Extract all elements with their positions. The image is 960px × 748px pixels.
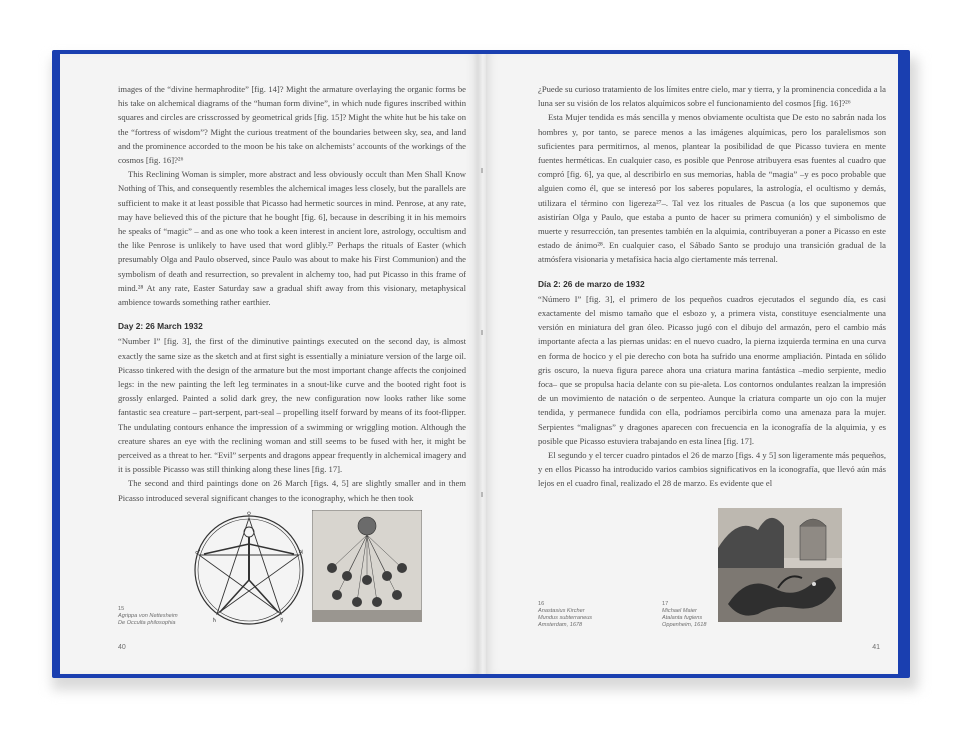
left-paragraph-4: The second and third paintings done on 26 March [figs. 4, 5] are slightly smaller and in them Picasso introduced several significant changes to the iconography, which he then took [118,478,466,503]
svg-text:♃: ♃ [298,549,304,556]
figure-15-caption [118,606,178,627]
binding-stitch [481,330,483,335]
right-paragraph-4: El segundo y el tercer cuadro pintados el 26 de marzo [figs. 4 y 5] son ligeramente más pequeños, y en ellos Picasso ha introducido varios cambios significativos en la iconografía, que llevó aún más lejos en el cuadro final, realizado el 28 de marzo. Es evidente que el [538,450,886,489]
caption-number: 17 [662,601,669,607]
right-page-number: 41 [872,644,880,651]
figure-16-kircher-engraving [312,510,422,622]
svg-text:♄: ♄ [212,617,218,624]
left-page [60,54,482,674]
right-page-body [538,82,886,491]
caption-author: Michael Maier [662,608,697,614]
caption-author: Agrippa von Nettesheim [118,613,178,619]
left-page-number: 40 [118,644,126,651]
svg-text:☿: ☿ [280,617,284,624]
right-section-heading: Día 2: 26 de marzo de 1932 [538,278,645,289]
figure-15-pentagram-man [192,510,307,628]
caption-title: Atalanta fugiens [662,615,703,621]
caption-author: Anastasius Kircher [538,608,585,614]
book-gutter [478,54,486,674]
right-paragraph-2: Esta Mujer tendida es más sencilla y menos obviamente ocultista que De esto no sabrán nada los hombres y, por tanto, se parece menos a las imágenes alquímicas, pero los paralelismos son suficientes para permitirnos, al menos, plantear la posibilidad de que Picasso tuviera en mente fuentes herméticas. En cualquier caso, es posible que Penrose atribuyera esas fuentes al cuadro que compró [fig. 6], ya que, al describirlo en sus memorias, habla de “magia” –y es poco probable que alguien como él, que se interesó por los saberes populares, la astrología, el ocultismo y demás, utilizara el término con ligereza²⁷–. Tal vez los rituales de Pascua (a los que suponemos que asistirían Olga y Paulo, que estaba a punto de hacer su primera comunión) y el simbolismo de muerte y resurrección, tan presentes también en la alquimia, contribuyeran a poner a Picasso en este estado de ánimo²⁸. En cualquier caso, el Sábado Santo se produjo una transición gradual de la atmósfera visionaria y metafísica hacia algo ciertamente más terrenal. [538,112,886,265]
left-paragraph-1: images of the “divine hermaphrodite” [fig. 14]? Might the armature overlaying the organic forms be his take on alchemical diagrams of the “human form divine”, in which nude figures inscribed within squares and circles are crisscrossed by geometrical grids [fig. 15]? Might the white hut be his take on the “fortress of wisdom”? Might the curious treatment of the boundaries between sky, sea, and land and the prominence accorded to the moon be his take on alchemists’ accounts of the workings of the cosmos [fig. 16]?²⁶ [118,84,466,166]
caption-title: Mundus subterraneus [538,615,593,621]
binding-stitch [481,492,483,497]
right-page [482,54,898,674]
caption-number: 16 [538,601,545,607]
right-paragraph-3: “Número I” [fig. 3], el primero de los pequeños cuadros ejecutados el segundo día, es casi exactamente del mismo tamaño que el esbozo y, a primera vista, constituye esencialmente una versión en miniatura del gran óleo. Picasso jugó con el dibujo del armazón, pero el cambio más importante afecta a las piernas unidas: en el nuevo cuadro, la pierna izquierda termina en una curva en forma de hocico y el pie derecho con bota ha sufrido una enorme ampliación. Pintada en sólido gris oscuro, la nueva figura parece ahora una criatura marina fantástica –medio serpiente, medio foca– que se propulsa hacia delante con su pie-aleta. Los contornos ondulantes realzan la impresión de un movimiento de natación o de serpenteo. Aunque la criatura comparte un ojo con la mujer tendida, y permanece fundida con ella, podríamos percibirla como una amenaza para la mujer. Serpientes “malignas” y dragones aparecen con frecuencia en la iconografía de la alquimia, y es posible que Picasso estuviera trabajando en esta línea [fig. 17]. [538,293,886,446]
left-page-body [118,82,466,505]
left-paragraph-2: This Reclining Woman is simpler, more abstract and less obviously occult than Men Shall Know Nothing of This, and consequently resembles the alchemical images less closely, but the parallels are sufficient to make it at least possible that Picasso had hermetic sources in mind. Penrose, at any rate, may have believed this of the picture that he bought [fig. 6], because in describing it in his memoirs he speaks of “magic” – and as one who took a keen interest in ancient lore, astrology, occultism and the like Penrose is unlikely to have used that word glibly.²⁷ Perhaps the rituals of Easter (which presumably Olga and Paulo observed, since Paulo was about to make his First Communion) and the symbolism of death and resurrection, so prevalent in alchemy too, had put Picasso in this frame of mind.²⁸ At any rate, Easter Saturday saw a gradual shift away from this visionary, metaphysical ambience towards something rather earthier. [118,169,466,308]
caption-title: De Occulta philosophia [118,620,176,626]
svg-text:♀: ♀ [246,511,252,518]
svg-text:♂: ♂ [195,549,201,556]
caption-number: 15 [118,606,125,612]
figure-16-caption [538,601,592,629]
caption-place: Oppenheim, 1618 [662,622,707,628]
figure-17-caption [662,601,706,629]
caption-place: Amsterdam, 1678 [538,622,583,628]
right-paragraph-1: ¿Puede su curioso tratamiento de los límites entre cielo, mar y tierra, y la prominencia concedida a la luna ser su visión de los relatos alquímicos sobre el funcionamiento del cosmos [fig. 16]?²⁶ [538,84,886,109]
binding-stitch [481,168,483,173]
left-section-heading: Day 2: 26 March 1932 [118,321,203,332]
left-paragraph-3: “Number I” [fig. 3], the first of the diminutive paintings executed on the second day, is almost exactly the same size as the sketch and at first sight is essentially a miniature version of the large oil. Picasso tinkered with the design of the armature but the most important change affects the conjoined legs: in the new painting the left leg terminates in a snout-like curve and the booted right foot is grossly enlarged. Painted a solid dark grey, the new configuration now looks rather like some fantastic sea creature – part-serpent, part-seal – propelling itself forward by means of its foot-flipper. The undulating contours enhance the impression of a swimming or wriggling motion. Although the creature shares an eye with the reclining woman and still seems to be fused with her, it might be perceived as a threat to her. “Evil” serpents and dragons appear frequently in alchemical imagery and it is possible Picasso was still thinking along these lines [fig. 17]. [118,336,466,475]
figure-17-maier-engraving [718,508,842,622]
